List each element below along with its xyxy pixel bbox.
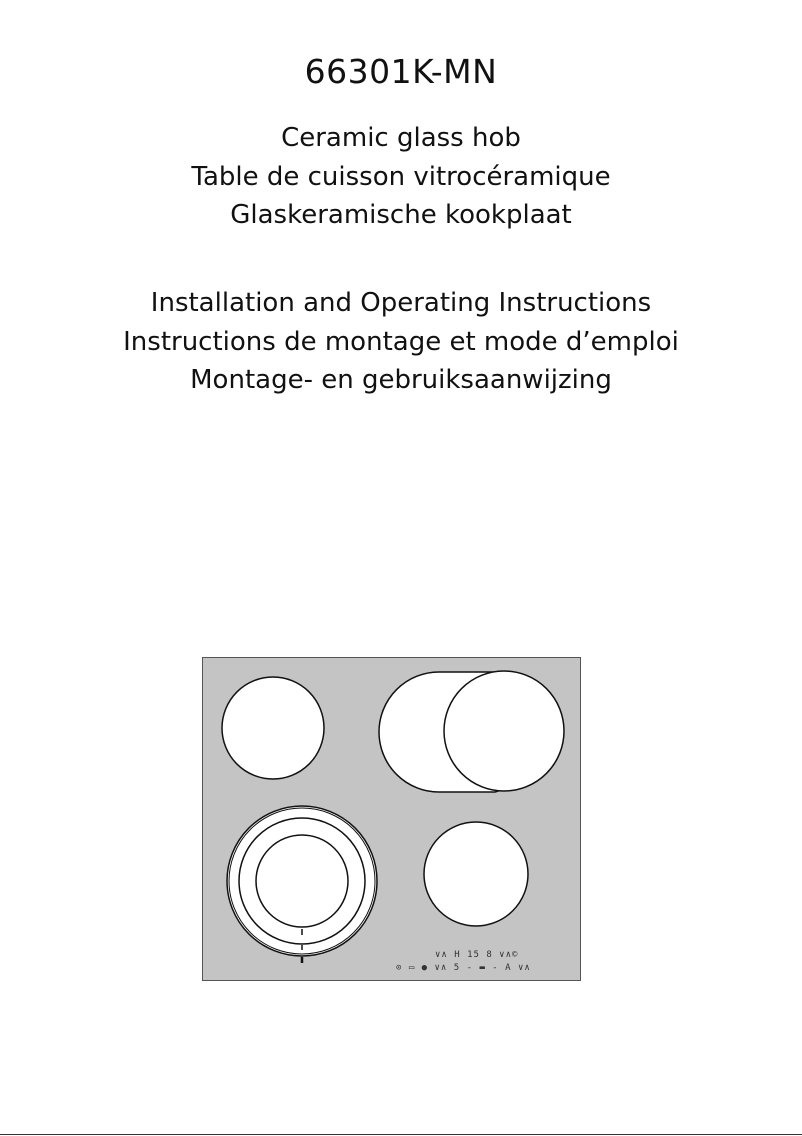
- instructions-title-fr: Instructions de montage et mode d’emploi: [123, 326, 679, 357]
- control-panel-row-1: ∨∧ H 15 8 ∨∧©: [435, 950, 519, 960]
- bottom-rule: [0, 1134, 802, 1135]
- cooking-zone-top-right-inner: [444, 671, 564, 791]
- model-number: 66301K-MN: [304, 52, 498, 91]
- hob-illustration: [202, 657, 581, 981]
- product-name-en: Ceramic glass hob: [281, 123, 521, 153]
- instructions-title-nl: Montage- en gebruiksaanwijzing: [190, 365, 612, 395]
- hob-drawing: [203, 658, 582, 982]
- product-name-block: [0, 119, 802, 235]
- instructions-title-block: [0, 284, 802, 400]
- instructions-title-en: Installation and Operating Instructions: [150, 288, 652, 318]
- cooking-zone-top-left: [222, 677, 324, 779]
- product-name-nl: Glaskeramische kookplaat: [230, 200, 572, 230]
- product-name-fr: Table de cuisson vitrocéramique: [191, 161, 611, 192]
- cooking-zone-bottom-right: [424, 822, 528, 926]
- control-panel-row-2: ⊙ ▭ ● ∨∧ 5 - ▬ - A ∨∧: [396, 963, 531, 973]
